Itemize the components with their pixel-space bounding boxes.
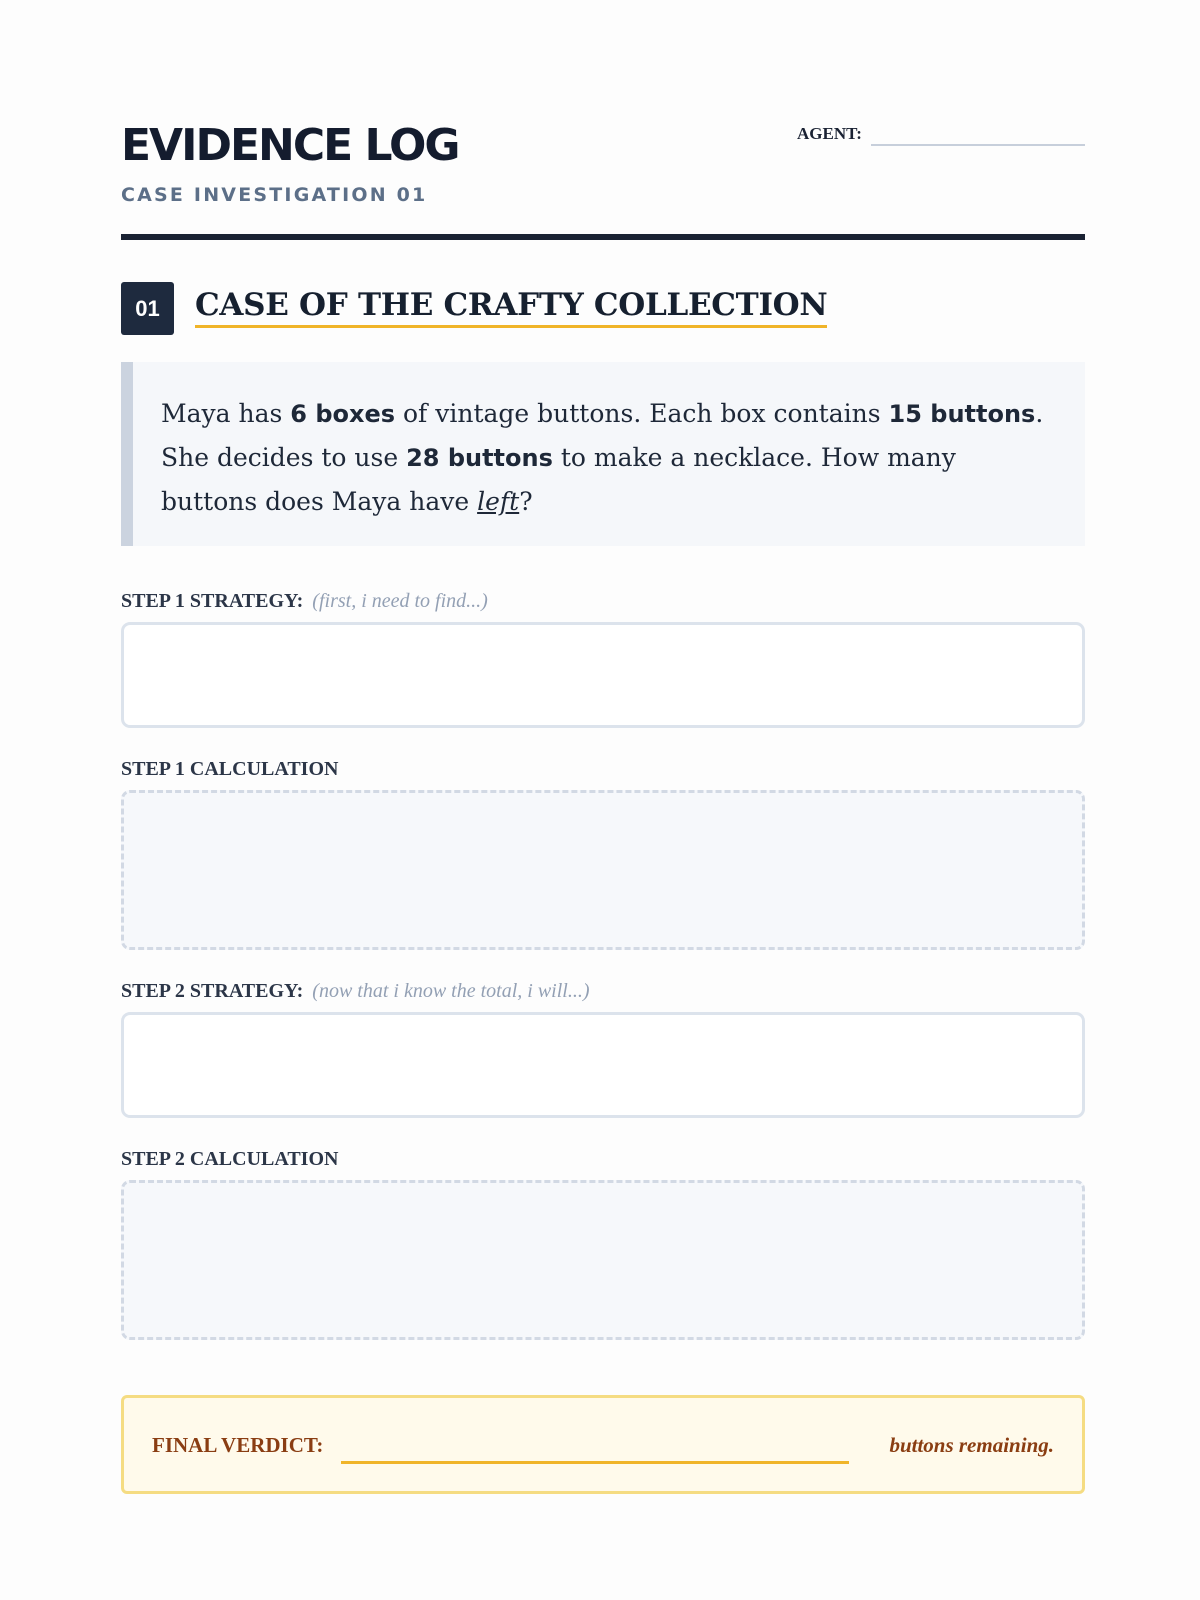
step2-strategy-hint: (now that i know the total, i will...) bbox=[312, 980, 590, 1002]
step1-strategy-title: STEP 1 STRATEGY: bbox=[121, 590, 304, 612]
header-divider bbox=[121, 234, 1085, 240]
step1-strategy-label bbox=[121, 590, 488, 613]
problem-text: ? bbox=[519, 487, 533, 516]
problem-text: to make a necklace. How many buttons does Maya have bbox=[161, 443, 956, 516]
final-verdict-box bbox=[121, 1395, 1085, 1494]
step2-calculation-area[interactable] bbox=[121, 1180, 1085, 1340]
case-heading bbox=[121, 282, 1085, 336]
problem-emphasis-left: left bbox=[477, 487, 520, 516]
page-title: EVIDENCE LOG bbox=[121, 120, 459, 171]
problem-text: . She decides to use bbox=[161, 399, 1044, 472]
final-verdict-answer-field[interactable] bbox=[341, 1461, 849, 1464]
problem-bold-buttons-used: 28 buttons bbox=[406, 444, 553, 472]
problem-bold-boxes: 6 boxes bbox=[290, 400, 396, 428]
worksheet-page bbox=[121, 0, 1085, 1457]
problem-text: of vintage buttons. Each box contains bbox=[395, 399, 889, 428]
final-verdict-suffix: buttons remaining. bbox=[889, 1433, 1054, 1457]
problem-bold-buttons-per-box: 15 buttons bbox=[888, 400, 1036, 428]
agent-name-field[interactable] bbox=[871, 144, 1085, 146]
step1-strategy-hint: (first, i need to find...) bbox=[312, 590, 488, 612]
page-subtitle: CASE INVESTIGATION 01 bbox=[121, 184, 428, 206]
step2-strategy-label bbox=[121, 980, 590, 1003]
step1-calculation-label: STEP 1 CALCULATION bbox=[121, 758, 339, 780]
step2-strategy-title: STEP 2 STRATEGY: bbox=[121, 980, 304, 1002]
case-number-badge: 01 bbox=[121, 282, 174, 335]
step1-strategy-input[interactable] bbox=[121, 622, 1085, 728]
step2-calculation-label: STEP 2 CALCULATION bbox=[121, 1148, 339, 1170]
step2-strategy-input[interactable] bbox=[121, 1012, 1085, 1118]
step1-calculation-area[interactable] bbox=[121, 790, 1085, 950]
problem-text: Maya has bbox=[161, 399, 291, 428]
agent-label: AGENT: bbox=[797, 124, 862, 143]
header bbox=[121, 0, 1085, 245]
problem-statement bbox=[121, 362, 1085, 546]
case-title: CASE OF THE CRAFTY COLLECTION bbox=[195, 288, 827, 328]
final-verdict-label: FINAL VERDICT: bbox=[152, 1433, 324, 1457]
